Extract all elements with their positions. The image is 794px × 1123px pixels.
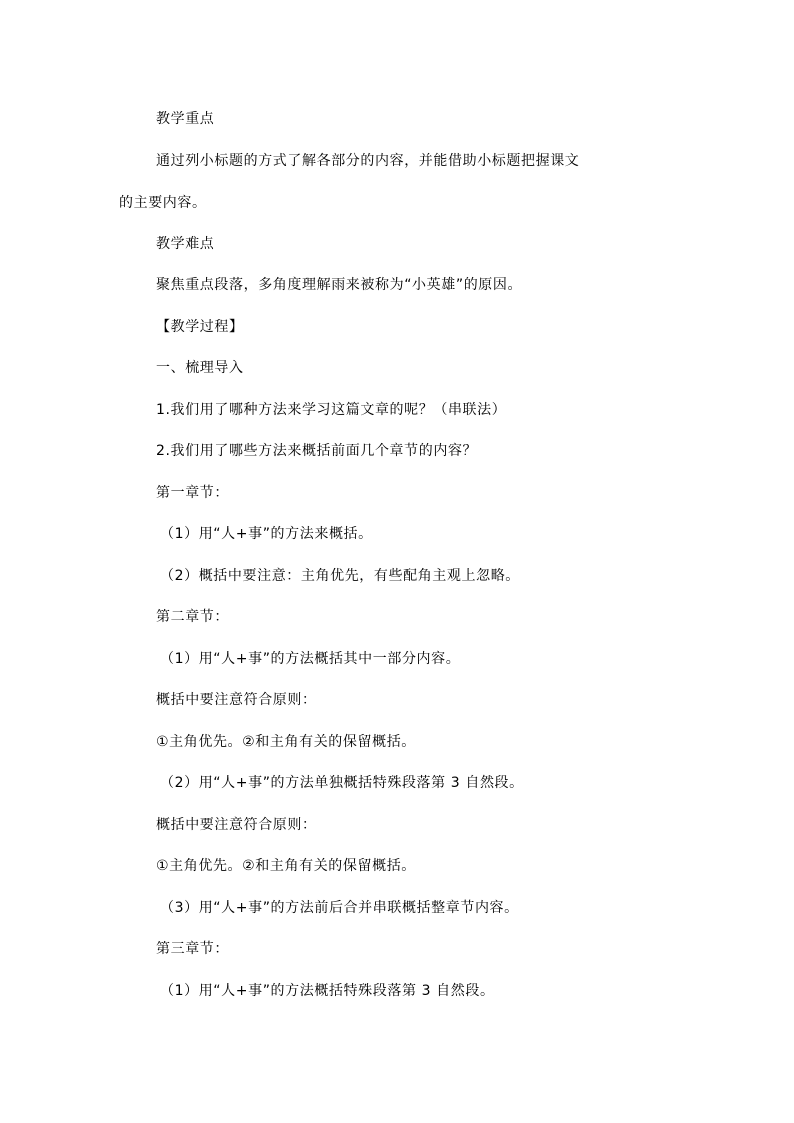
chapter-2-principle-label-1: 概括中要注意符合原则： xyxy=(156,692,317,708)
heading-teaching-focus: 教学重点 xyxy=(156,111,215,127)
chapter-2-point-3: （3）用“人+事”的方法前后合并串联概括整章节内容。 xyxy=(160,900,519,916)
heading-teaching-process: 【教学过程】 xyxy=(156,319,244,335)
difficulty-text: 聚焦重点段落，多角度理解雨来被称为“小英雄”的原因。 xyxy=(156,277,523,293)
focus-text-line-2: 的主要内容。 xyxy=(119,195,207,211)
chapter-3-point-1: （1）用“人+事”的方法概括特殊段落第 3 自然段。 xyxy=(160,983,495,999)
chapter-1-point-2: （2）概括中要注意：主角优先，有些配角主观上忽略。 xyxy=(160,568,520,584)
chapter-2-label: 第二章节： xyxy=(156,609,229,625)
chapter-2-principle-text-2: ①主角优先。②和主角有关的保留概括。 xyxy=(156,858,416,874)
question-2: 2.我们用了哪些方法来概括前面几个章节的内容？ xyxy=(156,443,478,459)
chapter-2-point-1: （1）用“人+事”的方法概括其中一部分内容。 xyxy=(160,651,461,667)
section-heading-review: 一、梳理导入 xyxy=(156,360,244,376)
chapter-1-label: 第一章节： xyxy=(156,485,229,501)
chapter-2-principle-label-2: 概括中要注意符合原则： xyxy=(156,817,317,833)
chapter-2-point-2: （2）用“人+事”的方法单独概括特殊段落第 3 自然段。 xyxy=(160,775,524,791)
heading-teaching-difficulty: 教学难点 xyxy=(156,236,215,252)
question-1: 1.我们用了哪种方法来学习这篇文章的呢？（串联法） xyxy=(156,402,507,418)
chapter-3-label: 第三章节： xyxy=(156,941,229,957)
chapter-2-principle-text-1: ①主角优先。②和主角有关的保留概括。 xyxy=(156,734,416,750)
focus-text-line-1: 通过列小标题的方式了解各部分的内容，并能借助小标题把握课文 xyxy=(156,153,580,169)
chapter-1-point-1: （1）用“人+事”的方法来概括。 xyxy=(160,526,373,542)
